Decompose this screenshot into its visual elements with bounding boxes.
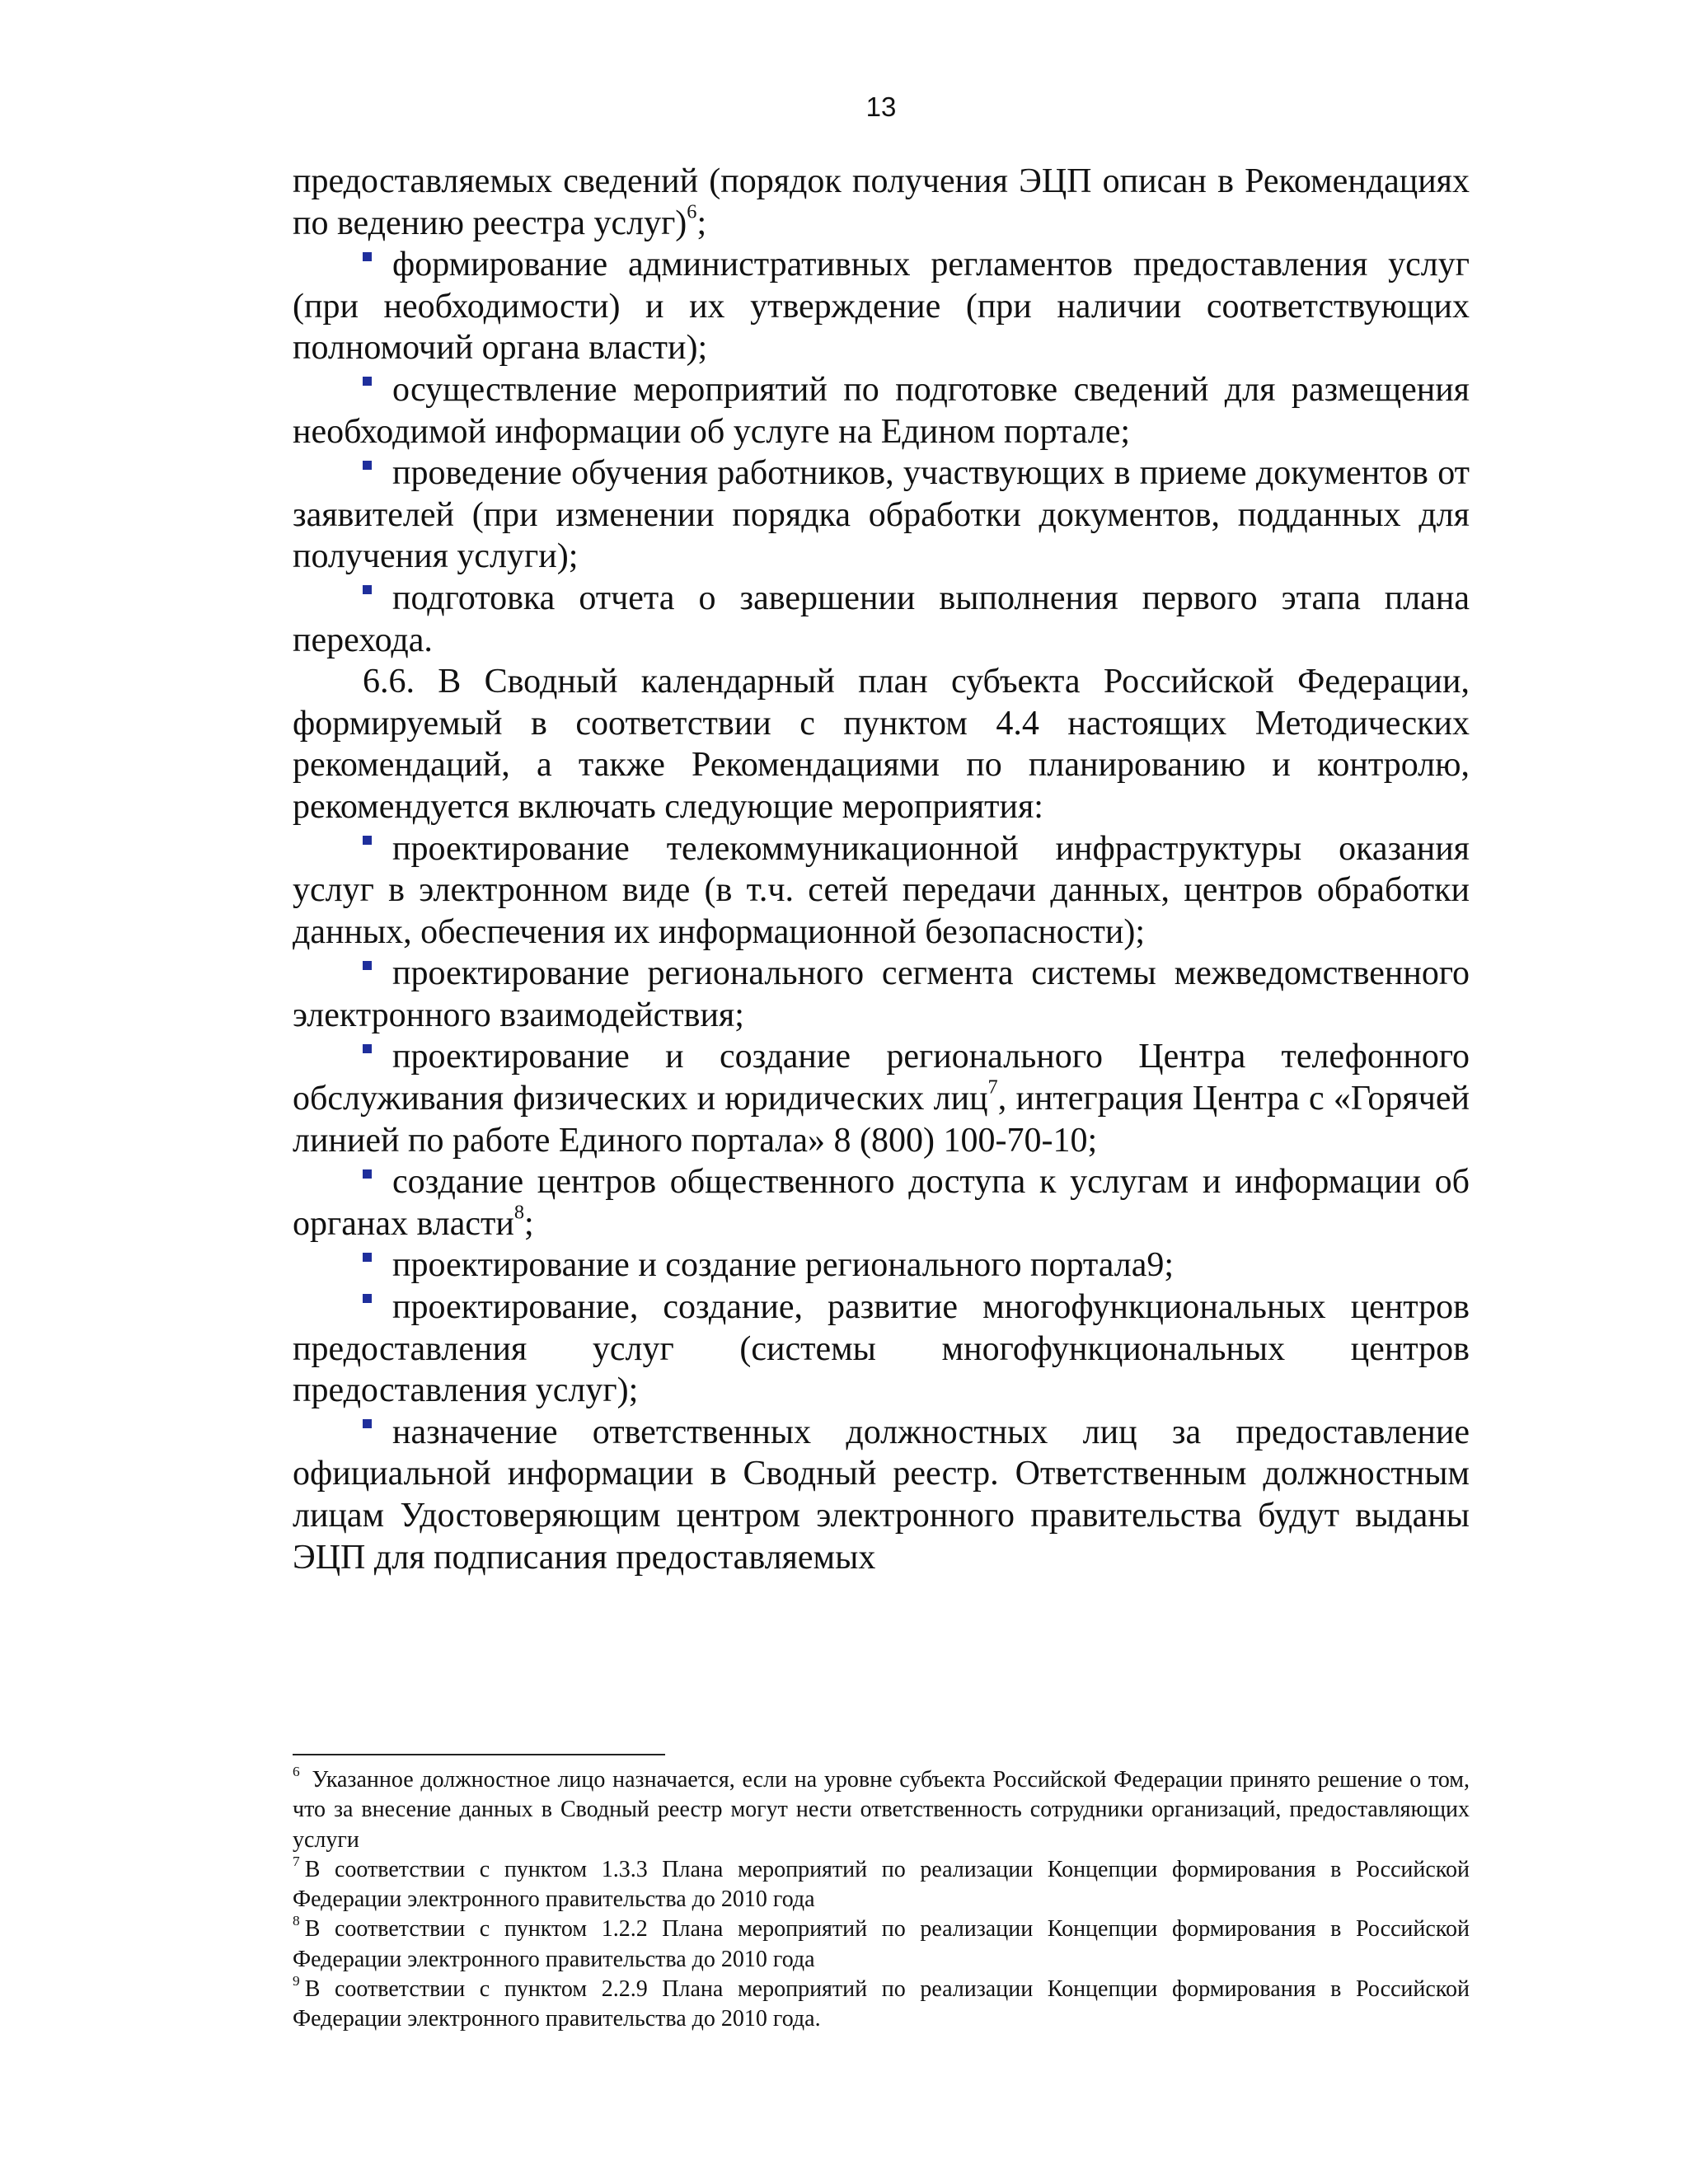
list-item-text: осуществление мероприятий по подготовке сведений для размещения необходимой информации об услуге на Едином портале; (293, 370, 1470, 451)
list-item (293, 828, 1470, 954)
square-bullet-icon (363, 585, 372, 594)
main-text (293, 161, 1470, 1578)
square-bullet-icon (363, 1044, 372, 1053)
square-bullet-icon (363, 461, 372, 470)
footnote-number: 7 (293, 1853, 300, 1869)
continuation-paragraph (293, 161, 1470, 244)
list-item-text: проведение обучения работников, участвующих в приеме документов от заявителей (при изменении порядка обработки документов, подданных для получения услуги); (293, 454, 1470, 576)
square-bullet-icon (363, 1419, 372, 1428)
list-item (293, 452, 1470, 578)
section-6-6-paragraph: 6.6. В Сводный календарный план субъекта Российской Федерации, формируемый в соответствии с пунктом 4.4 настоящих Методических рекомендаций, а также Рекомендациями по планированию и контролю, рекомендуется включать следующие мероприятия: (293, 663, 1470, 826)
list-item (293, 578, 1470, 661)
square-bullet-icon (363, 1169, 372, 1179)
list-item (293, 244, 1470, 369)
footnote-8 (293, 1915, 1470, 1975)
footnote-text: В соответствии с пунктом 2.2.9 Плана мероприятий по реализации Концепции формирования в Российской Федерации электронного правительства до 2010 года. (293, 1976, 1470, 2032)
list-item-text: проектирование и создание регионального портала9; (392, 1246, 1175, 1285)
square-bullet-icon (363, 252, 372, 261)
list-item (293, 1036, 1470, 1161)
footnote-text: Указанное должностное лицо назначается, если на уровне субъекта Российской Федерации принято решение о том, что за внесение данных в Сводный реестр могут нести ответственность сотрудники организаций, предоставляющих услуги (293, 1767, 1470, 1853)
square-bullet-icon (363, 961, 372, 970)
square-bullet-icon (363, 1294, 372, 1303)
list-item-text: формирование административных регламентов предоставления услуг (при необходимости) и их утверждение (при наличии соответствующих полномочий органа власти); (293, 246, 1470, 368)
list-item-text: назначение ответственных должностных лиц за предоставление официальной информации в Сводный реестр. Ответственным должностным лицам Удостоверяющим центром электронного правительства будут выданы ЭЦП для подписания предоставляемых (293, 1413, 1470, 1577)
list-item-text: подготовка отчета о завершении выполнения первого этапа плана перехода. (293, 579, 1470, 659)
footnote-6 (293, 1765, 1470, 1855)
list-item (293, 1286, 1470, 1412)
footnote-number: 8 (293, 1913, 300, 1929)
list-item (293, 1161, 1470, 1244)
list-item (293, 1244, 1470, 1286)
footnote-number: 9 (293, 1973, 300, 1990)
footnote-9 (293, 1975, 1470, 2035)
list-item-text-end: ; (524, 1204, 534, 1243)
continuation-text: предоставляемых сведений (порядок получения ЭЦП описан в Рекомендациях по ведению реестра услуг) (293, 162, 1470, 242)
list-item-text: проектирование, создание, развитие многофункциональных центров предоставления услуг (системы многофункциональных центров предоставления услуг); (293, 1288, 1470, 1410)
footnote-ref-8[interactable]: 8 (513, 1201, 525, 1224)
continuation-text-end: ; (696, 204, 707, 242)
footnotes (293, 1765, 1470, 2035)
square-bullet-icon (363, 1253, 372, 1262)
page-number: 13 (865, 91, 897, 122)
square-bullet-icon (363, 377, 372, 386)
list-item (293, 1412, 1470, 1578)
list-item (293, 369, 1470, 452)
footnote-text: В соответствии с пунктом 1.2.2 Плана мероприятий по реализации Концепции формирования в Российской Федерации электронного правительства до 2010 года (293, 1916, 1470, 1972)
list-item-text: создание центров общественного доступа к услугам и информации об органах власти (293, 1163, 1470, 1243)
footnote-separator (293, 1754, 665, 1755)
list-item (293, 953, 1470, 1036)
footnote-number: 6 (293, 1763, 300, 1779)
footnote-ref-6[interactable]: 6 (687, 200, 697, 223)
footnote-7 (293, 1855, 1470, 1915)
footnote-text: В соответствии с пунктом 1.3.3 Плана мероприятий по реализации Концепции формирования в Российской Федерации электронного правительства до 2010 года (293, 1856, 1470, 1913)
list-item-text: проектирование регионального сегмента системы межведомственного электронного взаимодействия; (293, 954, 1470, 1034)
list-item-text-end: , интеграция Центра с «Горячей линией по работе Единого портала» 8 (800) 100-70-10; (293, 1080, 1470, 1160)
square-bullet-icon (363, 836, 372, 845)
footnote-ref-7[interactable]: 7 (987, 1076, 998, 1099)
list-item-text: проектирование телекоммуникационной инфраструктуры оказания услуг в электронном виде (в т.ч. сетей передачи данных, центров обработки данных, обеспечения их информационной безопасности); (293, 829, 1470, 951)
list-item-text: проектирование и создание регионального Центра телефонного обслуживания физических и юридических лиц (293, 1038, 1470, 1118)
